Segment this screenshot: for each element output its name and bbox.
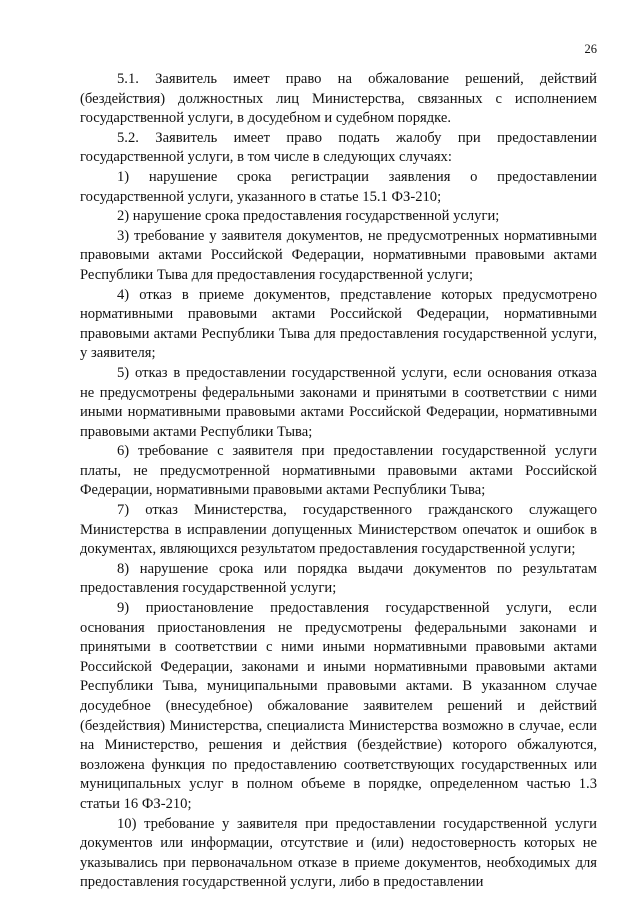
page-number: 26 — [584, 42, 597, 56]
list-item-2: 2) нарушение срока предоставления государственной услуги; — [117, 208, 500, 225]
list-item-3: 3) требование у заявителя документов, не предусмотренных нормативными правовыми актами Российской Федерации, нормативными правовыми актами Республики Тыва для предоставления государственной услуги; — [80, 227, 597, 283]
list-item-6: 6) требование с заявителя при предоставлении государственной услуги платы, не предусмотренной нормативными правовыми актами Российской Федерации, нормативными правовыми актами Республики Тыва; — [80, 443, 597, 499]
list-item-4: 4) отказ в приеме документов, представление которых предусмотрено нормативными правовыми актами Российской Федерации, нормативными правовыми актами Республики Тыва для предоставления государственной услуги, у заявителя; — [80, 286, 597, 362]
list-item-10: 10) требование у заявителя при предоставлении государственной услуги документов или информации, отсутствие и (или) недостоверность которых не указывались при первоначальном отказе в приеме документов, необходимых для предоставления государственной услуги, либо в предоставлении — [80, 815, 597, 891]
list-item-1: 1) нарушение срока регистрации заявления о предоставлении государственной услуги, указанного в статье 15.1 ФЗ-210; — [80, 168, 597, 205]
list-item-8: 8) нарушение срока или порядка выдачи документов по результатам предоставления государственной услуги; — [80, 560, 597, 597]
list-item-5: 5) отказ в предоставлении государственной услуги, если основания отказа не предусмотрены федеральными законами и принятыми в соответствии с ними иными нормативными правовыми актами Российской Федерации, нормативными правовыми актами Республики Тыва; — [80, 364, 597, 440]
paragraph-5-2: 5.2. Заявитель имеет право подать жалобу при предоставлении государственной услуги, в том числе в следующих случаях: — [80, 129, 597, 166]
list-item-7: 7) отказ Министерства, государственного гражданского служащего Министерства в исправлении допущенных Министерством опечаток и ошибок в документах, являющихся результатом предоставления государственной услуги; — [80, 502, 597, 558]
document-body — [80, 70, 597, 893]
paragraph-5-1: 5.1. Заявитель имеет право на обжалование решений, действий (бездействия) должностных лиц Министерства, связанных с исполнением государственной услуги, в досудебном и судебном порядке. — [80, 71, 597, 127]
list-item-9: 9) приостановление предоставления государственной услуги, если основания приостановления не предусмотрены федеральными законами и принятыми в соответствии с ними иными нормативными правовыми актами Российской Федерации, законами и иными нормативными правовыми актами Республики Тыва, муниципальными правовыми актами. В указанном случае досудебное (внесудебное) обжалование заявителем решений и действий (бездействия) Министерства, специалиста Министерства возможно в случае, если на Министерство, решения и действия (бездействие) которого обжалуются, возложена функция по предоставлению соответствующих государственных или муниципальных услуг в полном объеме в порядке, определенном частью 1.3 статьи 16 ФЗ-210; — [80, 600, 597, 812]
